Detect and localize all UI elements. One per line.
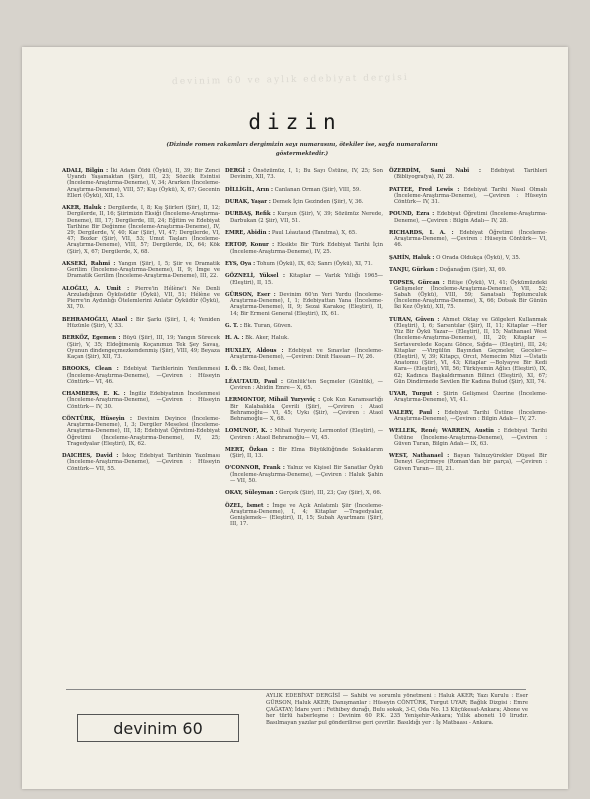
index-entry — [389, 230, 547, 249]
page-title: dizin — [248, 110, 342, 134]
index-entry — [225, 366, 383, 372]
index-entry — [62, 416, 220, 447]
index-entry — [225, 465, 383, 484]
entry-author: EYS, Oya : — [225, 260, 256, 267]
entry-works: Edebiyat Tarihleri (Bibliyografya), IV, 28. — [394, 168, 547, 181]
entry-author: PATTEE, Fred Lewis : — [389, 186, 460, 193]
entry-works: İmge ve Açık Anlatımlı Şiir (İnceleme-Araştırma-Deneme), I, 4; Kitaplar —Tragedyalar, Genişlemek— (Eleştiri), II, 15; Subah Ayartmanı (Şiir), III, 17. — [230, 502, 383, 528]
magazine-page — [22, 47, 568, 789]
magazine-title-box: devinim 60 — [77, 714, 239, 742]
index-entry — [225, 428, 383, 440]
entry-author: LÉAUTAUD, Paul : — [225, 378, 283, 385]
entry-author: ÖZEL, İsmet : — [225, 502, 269, 509]
entry-author: GÜRSON, Eser : — [225, 291, 276, 298]
entry-author: DERGİ : — [225, 168, 251, 174]
index-note: (Dizinde romen rakamları dergimizin sayı numarasını, ötekiler ise, sayfa numaralarını göstermektedir.) — [166, 142, 438, 157]
entry-works: Bayan Yalnızyürekler Düşsel Bir Deneyi Geçirmeye (Roman'dan bir parça), —Çeviren : Güven Turan— III, 21. — [394, 453, 548, 472]
colophon — [66, 689, 526, 760]
colophon-text: AYLIK EDEBİYAT DERGİSİ — Sahibi ve sorumlu yönetmeni : Haluk AKER; Yazı Kurulu : Eser GÜRSON, Haluk AKER; Danışmanlar : Hüseyin CÖNTÜRK, Turgut UYAR; Bağlık Dizgisi : Emre ÇAĞATAY; İdare yeri : Fethibey durağı, Bulu sokak, 3-C, Oda No. 13 Küçükesat-Ankara; Abone ve her türlü haberleşme : Devinim 60 P.K. 235 Yenişehir-Ankara; Yıllık aboneti 10 lirudır. Basılmayan yazılar pul gönderilirse geri çevrilir. Basıldığı yer : İş Matbaası - Ankara. — [266, 693, 528, 727]
index-entry — [225, 187, 383, 193]
index-entry — [389, 187, 547, 206]
index-entry — [62, 335, 220, 360]
entry-author: OKAY, Süleyman : — [225, 490, 278, 497]
index-entry — [62, 286, 220, 311]
entry-author: GÖZNELİ, Yüksel : — [225, 273, 285, 280]
entry-author: DURBAŞ, Refik : — [225, 211, 276, 218]
entry-works: Yangın (Şiir), I, 5; Şiir ve Dramatik Gerilim (İnceleme-Araştırma-Deneme), II, 9; İmge ve Dramatik Gerilim (İnceleme-Araştırma-Deneme), III, 22. — [67, 261, 220, 280]
index-entry — [62, 205, 220, 255]
entry-works: Dergilerde, I, 8; Kış Şiirleri (Şiir), II, 12; Dergilerde, II, 16; Şiirimizin Eksiği (İnceleme-Araştırma-Deneme), III, 17; Dergilerde, III, 24; Eğitim ve Edebiyat Tarihine Bir Değinme (İnceleme-Araştırma-Deneme), IV, 29; Dergilerde, V, 40; Kar (Şiir), VI, 47; Dergilerde, VI, 47; Bozkır (Şiir), VII, 53; Umut Taşları (İnceleme-Araştırma-Deneme), VIII, 57; Dergilerde, IX, 64; Kök (Şiir), X, 67; Dergilerde, X, 68. — [67, 205, 220, 255]
entry-author: LERMONTOF, Mihail Yuryeviç : — [225, 397, 321, 404]
entry-author: O'CONNOR, Frank : — [225, 465, 285, 472]
index-entry — [225, 490, 383, 496]
entry-works: Bir Şarkı (Şiir), I, 4; Yeniden Hüzünle (Şiir), V, 33. — [67, 316, 220, 330]
entry-works: Günlük'ten Seçmeler (Günlük), —Çeviren : Abidin Emre— X, 65. — [230, 378, 383, 391]
entry-works: Kitaplar — Varlık Yıllığı 1965— (Eleştiri), II, 15. — [230, 273, 384, 286]
entry-works: Bk. Özel, İsmet. — [242, 366, 286, 373]
entry-works: Canlanan Orman (Şiir), VIII, 59. — [274, 186, 361, 193]
index-column-2 — [225, 168, 383, 534]
entry-author: MERT, Özkan : — [225, 446, 275, 453]
entry-works: İki Adam Öldü (Öykü), II, 39; Bir Zenci Uyandı Yaşamaktan (Şiir), III, 23; Sözcük Esintisi (İnceleme-Araştırma-Deneme), V, 34; Ararken (İnceleme-Araştırma-Deneme), VIII, 57; Kışı (Öykü), X, 67; Gecenin Elleri (Öykü), XII, 13. — [67, 168, 220, 199]
entry-works: Paul Léautaud (Tanıtma), X, 65. — [271, 229, 357, 236]
index-column-1 — [62, 168, 220, 478]
entry-works: Pierre'in Hélène'i Ne Denli Arzuladığının Öyküsüdür (Öykü), VII, 51; Hélène ve Pierre'in Aydınlığı Ötelemlerini Anlatır Öyküdür (Öykü), XI, 70. — [67, 285, 221, 311]
entry-works: Bitişe (Öykü), VI, 41; Öykümüzdeki Gelişmeler (İnceleme-Araştırma-Deneme), VII, 52; Sabah (Öykü), VIII, 59; Sanatsalı Toplumculuk (İnceleme-Araştırma-Deneme), X, 66; Dotsak Bir Günün İki Kez (Öykü), XII, 75. — [394, 279, 547, 311]
index-entry — [389, 391, 547, 403]
index-entry — [225, 292, 383, 317]
entry-works: Gerçek (Şiir), III, 23; Çay (Şiir), X, 66. — [279, 490, 382, 497]
index-entry — [389, 410, 547, 422]
entry-author: ADALI, Bilgin : — [62, 168, 109, 174]
index-entry — [225, 261, 383, 267]
entry-author: HUXLEY, Aldous : — [225, 347, 284, 354]
entry-author: CHAMBERS, E. K. : — [62, 391, 126, 398]
index-entry — [389, 453, 547, 472]
entry-author: DİLLİGİL, Arın : — [225, 186, 273, 193]
entry-works: Doğanağım (Şiir), XI, 69. — [439, 267, 507, 274]
index-entry — [389, 168, 547, 180]
entry-author: DURAK, Yaşar : — [225, 198, 271, 205]
entry-works: Edebiyat Tarihi Üstüne (İnceleme-Araştırma-Deneme), —Çeviren : Bilgin Adalı— IV, 27. — [394, 409, 548, 422]
entry-works: Bir Elma Büyüklüğünde Sokaklarım (Şiir), II, 13. — [230, 446, 383, 460]
entry-author: BROOKS, Clean : — [62, 366, 119, 373]
entry-author: LOMUNOF, K. : — [225, 428, 273, 435]
entry-author: BERKÖZ, Egemen : — [62, 335, 121, 342]
entry-author: BEHRAMOĞLU, Ataol : — [62, 316, 133, 323]
entry-author: WELLEK, René; WARREN, Austin : — [389, 428, 500, 435]
entry-works: Edebiyat Öğretimi (İnceleme-Araştırma-Deneme), —Çeviren : Hüseyin Cöntürk— VI, 46. — [394, 229, 547, 249]
index-entry — [389, 211, 547, 223]
entry-author: ALOĞLU, A. Umit : — [62, 285, 130, 292]
entry-works: Edebiyat Öğretimi (İnceleme-Araştırma-Deneme), —Çeviren : Bilgin Adalı— IV, 28. — [394, 211, 547, 224]
entry-works: İskoç Edebiyat Tarihinin Yazılması (İnceleme-Araştırma-Deneme), —Çeviren : Hüseyin Cöntürk— VII, 55. — [67, 453, 220, 472]
index-entry — [389, 317, 547, 385]
index-entry — [225, 447, 383, 459]
entry-author: DAICHES, David : — [62, 453, 119, 460]
entry-works: Mihail Yuryeviç Lermontof (Eleştiri), —Çeviren : Ataol Behramoğlu— VI, 45. — [230, 428, 383, 441]
index-entry — [389, 255, 547, 261]
entry-author: VALERY, Paul : — [389, 409, 440, 416]
entry-works: Çok Kızı Karamsarlığı Bir Kalabalıkla Çevrili (Şiir), —Çeviren : Ataol Behramoğlu— VI, 45; Uykı (Şiir), —Çeviren : Ataol Behramoğlu— X, 68. — [230, 397, 383, 422]
entry-works: Bk. Aker, Haluk. — [245, 335, 289, 342]
index-entry — [225, 397, 383, 422]
entry-works: Devinim Deyince (İnceleme-Araştırma-Deneme), I, 3; Dergiler Meselesi (İnceleme-Araştırma-Deneme), III, 18; Edebiyat Öğretimi-Edebiyat Öğretimi (İnceleme-Araştırma-Deneme), IV, 25; Tragedyalar (Eleştiri), IX, 62. — [67, 416, 221, 447]
index-entry — [389, 280, 547, 311]
entry-works: Demek İçin Gezinden (Şiir), V, 36. — [272, 198, 364, 205]
index-entry — [225, 168, 383, 180]
entry-works: Edebiyat Tarihi Nasıl Olmalı (İnceleme-Araştırma-Deneme), —Çeviren : Hüseyin Cöntürk— IV, 31. — [394, 186, 547, 205]
index-entry — [225, 503, 383, 528]
index-entry — [389, 428, 547, 447]
entry-author: ERTOP, Konur : — [225, 242, 275, 249]
index-entry — [62, 453, 220, 472]
index-entry — [225, 273, 383, 285]
index-entry — [225, 230, 383, 236]
index-column-3 — [389, 168, 547, 478]
index-entry — [62, 366, 220, 385]
entry-author: AKSEKİ, Rahmi : — [62, 261, 116, 268]
index-entry — [62, 261, 220, 280]
entry-works: Edebiyat Tarihlerinin Yenilenmesi (İnceleme-Araştırma-Deneme), —Çeviren : Hüseyin Cöntürk— VI, 46. — [67, 366, 221, 385]
entry-author: TOPSES, Gürcan : — [389, 279, 445, 286]
index-entry — [62, 391, 220, 410]
entry-works: Tohum (Öykü), IX, 63; Sanrı (Öykü), XI, 71. — [256, 260, 373, 267]
entry-works: Kurşun (Şiir), V, 39; Sözümüz Nerede, Darbukan (2 Şiir), VII, 51. — [230, 211, 383, 224]
index-entry — [225, 379, 383, 391]
entry-works: Bk. Turan, Güven. — [243, 322, 293, 329]
entry-author: G. T. : — [225, 322, 242, 329]
index-entry — [62, 168, 220, 199]
index-entry — [225, 242, 383, 254]
entry-works: Büyü (Şiir), III, 19; Yangın Sürecek (Şiir), V, 35; Eldeğimeniş Koçanımızı Tek Şey Savaş, Oyunun dindengeçmezkendenmiş (Şiir), VIII, 49; Beyaza Kaçan (Şiir), XII, 73. — [67, 335, 220, 361]
entry-works: İngiliz Edebiyatının İncelenmesi (İnceleme-Araştırma-Deneme), —Çeviren : Hüseyin Cöntürk— IV, 30. — [67, 391, 220, 410]
entry-works: Edebiyat Tarihi Üstüne (İnceleme-Araştırma-Deneme), —Çeviren : Güven Turan, Bilgin Adalı— IX, 63. — [394, 428, 547, 447]
entry-author: UYAR, Turgut : — [389, 391, 439, 398]
index-entry — [225, 323, 383, 329]
show-through-text: devinim 60 ve aylık edebiyat dergisi — [171, 72, 409, 88]
entry-works: Eksikte Bir Türk Edebiyat Tarihi İçin (İnceleme-Araştırma-Deneme), IV, 25. — [230, 242, 384, 255]
index-entry — [225, 199, 383, 205]
entry-author: TURAN, Güven : — [389, 316, 440, 323]
entry-author: RICHARDS, I. A. : — [389, 229, 454, 236]
index-entry — [62, 317, 220, 329]
entry-author: ŞAHİN, Haluk : — [389, 254, 435, 261]
entry-works: Ahmet Oktay ve Gölgeleri Kullanmak (Eleştiri), I, 6; Sarsıntılar (Şiir), II, 11; Kitaplar —Her Yüz Bir Öykü Yazar— (Eleştiri), II, 15; Nathanael West (İnceleme-Araştırma-Deneme), III, 20; Kitaplar —Sertaverelede Koçanı Gönce, Sığda— (Eleştiri), III, 24; Kitaplar —Virgülün Bayından Geçmeler, Geceler— (Eleştiri), V, 39; Kitapçı, Orcıt, Memecim Mizi —Üstatlı Anatomu (Şiir), VI, 43; Kitaplar —Bolyayve Bir Kedi Kara— (Eleştiri), VII, 56; Türkiyemin Ağlıcı (Eleştiri), IX, 62; Kadınca Başkaldırmanın Bilinci (Eleştiri), XI, 67; Gün Dindirmede Sevilen Bir Kadına Bulud (Şiir), XII, 74. — [394, 316, 547, 385]
entry-author: WEST, Nathanael : — [389, 453, 450, 460]
entry-works: O Orada Oldukça (Öykü), V, 35. — [436, 254, 521, 261]
index-entry — [389, 267, 547, 273]
entry-works: Edebiyat ve Sınavlar (İnceleme-Araştırma-Deneme), —Çeviren: Dinit Hassan— IV, 26. — [230, 347, 383, 360]
entry-works: Devinim 60'ın Yeri Yurdu (İnceleme-Araştırma-Deneme), I, 1; Edebiyattan Yana (İnceleme-Araştırma-Deneme), II, 9; Sezai Karakoç (Eleştiri), II, 14; Bir Ermeni General (Eleştiri), IX, 61. — [230, 291, 384, 317]
index-entry — [225, 211, 383, 223]
index-entry — [225, 348, 383, 360]
entry-author: EMRE, Abidin : — [225, 229, 271, 236]
entry-author: H. A. : — [225, 335, 244, 342]
entry-author: CÖNTÜRK, Hüseyin : — [62, 416, 133, 422]
entry-author: POUND, Ezra : — [389, 211, 435, 218]
entry-works: Önsözümüz, I, 1; Bu Sayı Üstüne, IV, 25; Son Devinim, XII, 73. — [230, 168, 383, 181]
entry-works: Şiirin Gelişmesi Üzerine (İnceleme-Araştırma-Deneme), VI, 41. — [394, 391, 547, 404]
entry-author: AKER, Haluk : — [62, 205, 106, 212]
entry-author: TANJU, Gürkan : — [389, 267, 438, 274]
entry-author: I. Ö. : — [225, 366, 242, 373]
index-entry — [225, 335, 383, 341]
entry-works: Yalnız ve Kişisel Bir Sanatlar Öykü (İnceleme-Araştırma-Deneme), —Çeviren : Haluk Şahin— VII, 50. — [230, 465, 383, 484]
entry-author: ÖZERDİM, Sami Nabi : — [389, 168, 481, 174]
